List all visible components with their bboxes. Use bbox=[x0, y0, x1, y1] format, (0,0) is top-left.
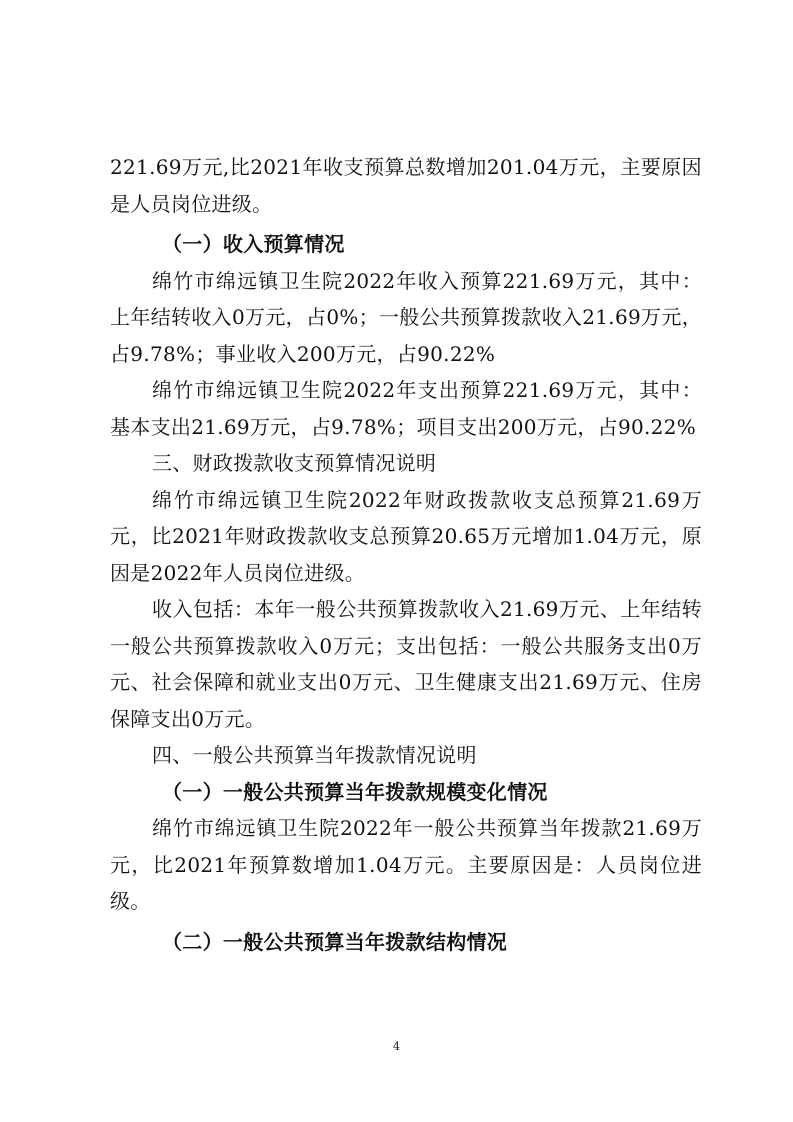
document-body bbox=[110, 149, 702, 960]
heading-income-budget: （一）收入预算情况 bbox=[162, 232, 345, 256]
heading-fiscal-appropriation: 三、财政拨款收支预算情况说明 bbox=[152, 451, 437, 475]
heading-appropriation-scale-change: （一）一般公共预算当年拨款规模变化情况 bbox=[162, 779, 548, 804]
paragraph-expenditure-budget: 绵竹市绵远镇卫生院2022年支出预算221.69万元，其中：基本支出21.69万元，占9.78%；项目支出200万元，占90.22% bbox=[110, 378, 702, 439]
heading-general-public-budget: 四、一般公共预算当年拨款情况说明 bbox=[152, 743, 477, 767]
paragraph-appropriation-scale-change: 绵竹市绵远镇卫生院2022年一般公共预算当年拨款21.69万元，比2021年预算数增加1.04万元。主要原因是：人员岗位进级。 bbox=[110, 816, 702, 913]
heading-appropriation-structure: （二）一般公共预算当年拨款结构情况 bbox=[162, 929, 508, 954]
paragraph-fiscal-appropriation-total: 绵竹市绵远镇卫生院2022年财政拨款收支总预算21.69万元，比2021年财政拨款收支总预算20.65万元增加1.04万元，原因是2022年人员岗位进级。 bbox=[110, 487, 702, 585]
paragraph-budget-total-continued: 221.69万元,比2021年收支预算总数增加201.04万元，主要原因是人员岗位进级。 bbox=[110, 155, 702, 216]
paragraph-fiscal-appropriation-breakdown: 收入包括：本年一般公共预算拨款收入21.69万元、上年结转一般公共预算拨款收入0万元；支出包括：一般公共服务支出0万元、社会保障和就业支出0万元、卫生健康支出21.69万元、住房保障支出0万元。 bbox=[110, 597, 702, 731]
paragraph-income-budget: 绵竹市绵远镇卫生院2022年收入预算221.69万元，其中：上年结转收入0万元，占0%；一般公共预算拨款收入21.69万元，占9.78%；事业收入200万元，占90.22% bbox=[110, 268, 702, 366]
page-number: 4 bbox=[393, 1040, 400, 1053]
